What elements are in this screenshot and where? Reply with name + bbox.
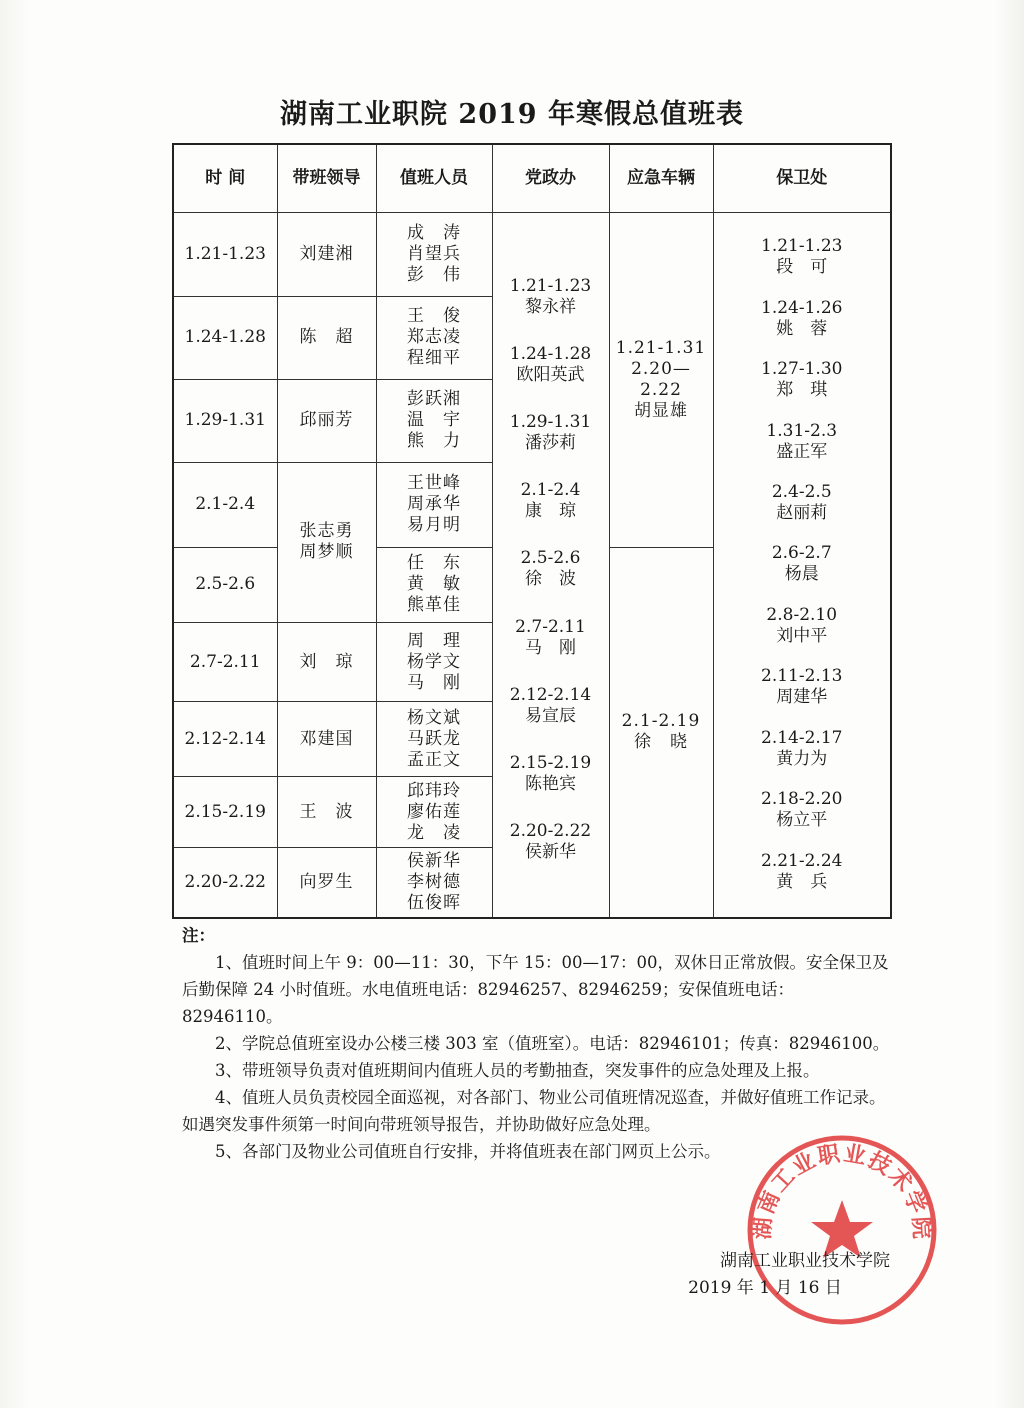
leader-cell: 刘 琼 bbox=[277, 623, 376, 702]
table-header-row bbox=[173, 144, 891, 212]
security-entry: 2.21-2.24 黄 兵 bbox=[761, 850, 843, 892]
vehicle-cell: 1.21-1.31 2.20— 2.22 胡显雄 bbox=[609, 212, 713, 547]
office-entry: 1.24-1.28 欧阳英武 bbox=[509, 343, 592, 385]
security-entry: 1.24-1.26 姚 蓉 bbox=[761, 297, 843, 339]
staff-cell: 王 俊 郑志凌 程细平 bbox=[376, 296, 492, 379]
time-cell: 1.29-1.31 bbox=[173, 379, 277, 462]
notes-heading: 注： bbox=[182, 926, 215, 945]
staff-cell: 杨文斌 马跃龙 孟正文 bbox=[376, 702, 492, 777]
leader-cell: 邱丽芳 bbox=[277, 379, 376, 462]
office-entry: 2.20-2.22 侯新华 bbox=[509, 821, 592, 863]
seal-text: 湖南工业职业技术学院 bbox=[749, 1140, 935, 1242]
note-item: 4、值班人员负责校园全面巡视，对各部门、物业公司值班情况巡查，并做好值班工作记录。如遇突发事件须第一时间向带班领导报告，并协助做好应急处理。 bbox=[182, 1088, 886, 1134]
staff-cell: 侯新华 李树德 伍俊晖 bbox=[376, 848, 492, 918]
security-entry: 2.18-2.20 杨立平 bbox=[761, 789, 843, 831]
staff-cell: 彭跃湘 温 宇 熊 力 bbox=[376, 379, 492, 462]
office-entry: 1.29-1.31 潘莎莉 bbox=[509, 412, 592, 454]
staff-cell: 周 理 杨学文 马 刚 bbox=[376, 623, 492, 702]
time-cell: 2.15-2.19 bbox=[173, 777, 277, 848]
header-leader: 带班领导 bbox=[277, 144, 376, 212]
office-entry: 2.15-2.19 陈艳宾 bbox=[509, 753, 592, 795]
leader-cell: 邓建国 bbox=[277, 702, 376, 777]
table-row bbox=[173, 212, 891, 296]
time-cell: 2.1-2.4 bbox=[173, 462, 277, 547]
office-entry: 1.21-1.23 黎永祥 bbox=[509, 275, 592, 317]
time-cell: 1.21-1.23 bbox=[173, 212, 277, 296]
staff-cell: 邱玮玲 廖佑莲 龙 凌 bbox=[376, 777, 492, 848]
signature-org: 湖南工业职业技术学院 bbox=[720, 1251, 890, 1271]
leader-cell: 刘建湘 bbox=[277, 212, 376, 296]
note-item: 3、带班领导负责对值班期间内值班人员的考勤抽查，突发事件的应急处理及上报。 bbox=[215, 1061, 820, 1080]
security-entry: 2.11-2.13 周建华 bbox=[761, 666, 843, 708]
security-entry: 1.21-1.23 段 可 bbox=[761, 236, 843, 278]
security-column bbox=[713, 212, 891, 918]
security-entry: 2.8-2.10 刘中平 bbox=[766, 604, 838, 646]
document-title: 湖南工业职院 2019 年寒假总值班表 bbox=[280, 99, 744, 130]
header-time: 时 间 bbox=[173, 144, 277, 212]
note-item: 5、各部门及物业公司值班自行安排，并将值班表在部门网页上公示。 bbox=[215, 1142, 721, 1161]
note-item: 1、值班时间上午 9：00—11：30，下午 15：00—17：00，双休日正常放假。安全保卫及后勤保障 24 小时值班。水电值班电话：82946257、82946259；安保值班电话：82946110。 bbox=[182, 953, 889, 1026]
security-entry: 2.14-2.17 黄力为 bbox=[761, 727, 843, 769]
signature-date: 2019 年 1 月 16 日 bbox=[688, 1278, 842, 1298]
office-entry: 2.5-2.6 徐 波 bbox=[520, 548, 581, 590]
time-cell: 2.5-2.6 bbox=[173, 547, 277, 622]
staff-cell: 任 东 黄 敏 熊革佳 bbox=[376, 547, 492, 622]
security-entry: 2.4-2.5 赵丽莉 bbox=[771, 482, 832, 524]
header-security: 保卫处 bbox=[713, 144, 891, 212]
signature-block bbox=[640, 1248, 890, 1302]
office-entry: 2.12-2.14 易宣辰 bbox=[509, 684, 592, 726]
leader-cell: 王 波 bbox=[277, 777, 376, 848]
office-column bbox=[492, 212, 609, 918]
time-cell: 1.24-1.28 bbox=[173, 296, 277, 379]
office-entry: 2.1-2.4 康 琼 bbox=[520, 480, 581, 522]
leader-cell: 陈 超 bbox=[277, 296, 376, 379]
leader-cell: 张志勇 周梦顺 bbox=[277, 462, 376, 623]
note-item: 2、学院总值班室设办公楼三楼 303 室（值班室）。电话：82946101；传真：82946100。 bbox=[215, 1034, 890, 1053]
staff-cell: 王世峰 周承华 易月明 bbox=[376, 462, 492, 547]
time-cell: 2.12-2.14 bbox=[173, 702, 277, 777]
vehicle-cell: 2.1-2.19 徐 晓 bbox=[609, 547, 713, 917]
header-staff: 值班人员 bbox=[376, 144, 492, 212]
notes-section bbox=[182, 922, 894, 1165]
security-entry: 1.27-1.30 郑 琪 bbox=[761, 359, 843, 401]
staff-cell: 成 涛 肖望兵 彭 伟 bbox=[376, 212, 492, 296]
time-cell: 2.20-2.22 bbox=[173, 848, 277, 918]
leader-cell: 向罗生 bbox=[277, 848, 376, 918]
office-entry: 2.7-2.11 马 刚 bbox=[515, 616, 586, 658]
header-vehicle: 应急车辆 bbox=[609, 144, 713, 212]
security-entry: 2.6-2.7 杨晨 bbox=[771, 543, 832, 585]
header-office: 党政办 bbox=[492, 144, 609, 212]
time-cell: 2.7-2.11 bbox=[173, 623, 277, 702]
duty-schedule-table bbox=[172, 143, 892, 919]
security-entry: 1.31-2.3 盛正军 bbox=[766, 420, 838, 462]
